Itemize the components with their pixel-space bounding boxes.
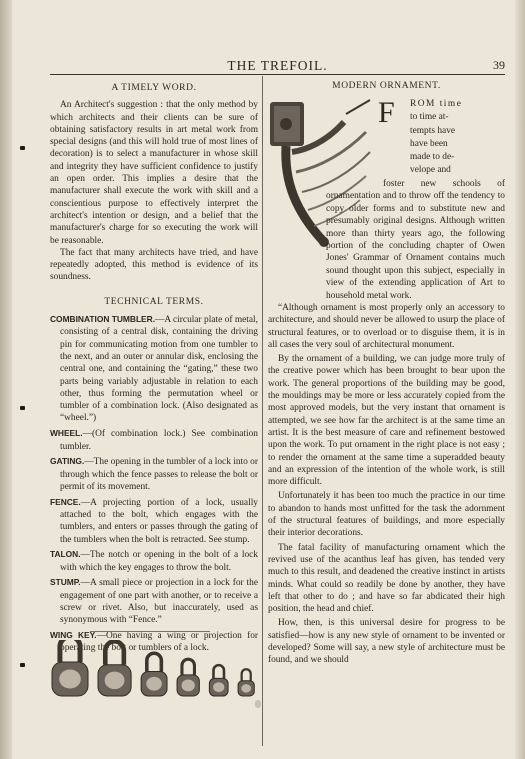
padlock-icon bbox=[238, 669, 254, 696]
padlock-icon bbox=[52, 640, 88, 696]
term-name: WING KEY. bbox=[50, 630, 97, 641]
term-definition bbox=[50, 548, 258, 574]
term-text: —The notch or opening in the bolt of a lock with which the key engages to throw the bolt. bbox=[60, 550, 258, 573]
intro-paragraph: foster new schools of ornamentation and to throw off the tendency to copy older forms and to substitute new and presumably original designs. Although written more than thirty years ago, the following portion of the concluding chapter of Owen Jones' Grammar of Ornament contains much sound thought upon this subject, especially in view of the extending application of Art to household metal work. bbox=[326, 179, 505, 301]
padlock-icon bbox=[141, 653, 167, 696]
padlock-icon bbox=[209, 665, 228, 696]
quote-paragraph: The fatal facility of manufacturing ornament which the revived use of the acanthus leaf has given, has tended very much to this result, and deadened the creative instinct in artists minds. What could so readily be done by another, they have left that other to do ; and have so far abdicated their high position, the head and chief. bbox=[268, 542, 505, 615]
term-text: —A projecting portion of a lock, usually attached to the bolt, which engages with the tumblers, and enters or passes through the gating of the tumblers when the bolt is retracted. See stump. bbox=[60, 497, 258, 545]
term-definition bbox=[50, 313, 258, 425]
punch-hole-icon bbox=[20, 146, 25, 150]
timely-paragraph: An Architect's suggestion : that the only method by which architects and their clients can be sure of obtaining satisfactory results in art metal work from special designs (and this will hold true of most lines of decoration) is to select a manufacturer in whose skill and integrity they have sufficient confidence to justify an open order. This implies a desire that the manufacturer shall execute the work with skill and a conscientious purpose to effectively interpret the architect's intention or design, and a belief that the manufacturer's charge for so executing the work will be reasonable. bbox=[50, 100, 258, 246]
quote-paragraph: “Although ornament is most properly only an accessory to architecture, and should never be allowed to usurp the place of structural features, or to overload or to disguise them, it is in all cases the very soul of architectural monument. bbox=[268, 303, 505, 350]
timely-heading: A TIMELY WORD. bbox=[111, 83, 197, 93]
quote-paragraph: By the ornament of a building, we can judge more truly of the creative power which has been brought to bear upon the work. The general proportions of the building may be good, the mouldings may be more or less accurately copied from the most approved models, but the very instant that ornament is attempted, we see how far the architect is at the same time an artist. It is the best measure of care and refinement bestowed upon the work. To put ornament in the right place is not easy ; to render the ornament at the same time a superadded beauty and an expression of the intention of the whole work, is still more difficult. bbox=[268, 354, 505, 488]
running-header bbox=[50, 58, 505, 74]
term-name: STUMP. bbox=[50, 577, 81, 588]
term-text: —A circular plate of metal, consisting of a central disk, containing the driving pin for communicating motion from one tumbler to the next, and an outer or annular disk, enclosing the central one, and containing the “gating,” these two parts being variably adjustable in relation to each other, thus forming the permutation wheel or tumbler of a combination lock. (Also designated as “wheel.”) bbox=[60, 315, 258, 424]
term-definition bbox=[50, 496, 258, 546]
intro-line: ROM time bbox=[410, 99, 463, 109]
term-definition bbox=[50, 576, 258, 626]
terms-heading: TECHNICAL TERMS. bbox=[104, 296, 204, 307]
term-text: —The opening in the tumbler of a lock into or through which the fence passes to release the bolt or permit of its movement. bbox=[60, 457, 258, 492]
terms-list bbox=[50, 313, 258, 655]
drop-cap: F bbox=[378, 96, 395, 129]
page-edge bbox=[515, 0, 525, 759]
term-name: FENCE. bbox=[50, 496, 81, 507]
term-text: —A small piece or projection in a lock for the engagement of one part with another, or to receive a screw or rivet. Also, but inaccurately, used as synonymous with “Fence.” bbox=[60, 578, 258, 626]
term-definition bbox=[50, 427, 258, 453]
padlocks-illustration bbox=[50, 640, 258, 700]
section-rule bbox=[90, 631, 210, 632]
left-column bbox=[50, 82, 258, 657]
term-name: COMBINATION TUMBLER. bbox=[50, 314, 156, 325]
header-rule bbox=[50, 74, 505, 75]
intro-line: have been bbox=[410, 138, 448, 149]
ink-spot bbox=[255, 700, 261, 708]
term-name: GATING. bbox=[50, 456, 85, 467]
padlock-icon bbox=[177, 659, 199, 696]
term-text: —(Of combination lock.) See combination tumbler. bbox=[60, 429, 258, 452]
page-number: 39 bbox=[493, 58, 505, 72]
ornament-quote bbox=[268, 302, 505, 669]
intro-line: made to de- bbox=[410, 152, 455, 163]
binding-edge bbox=[0, 0, 12, 759]
intro-continued bbox=[326, 178, 505, 302]
column-divider bbox=[262, 76, 263, 746]
journal-title: THE TREFOIL. bbox=[227, 58, 328, 73]
quote-paragraph: Unfortunately it has been too much the practice in our time to abandon to hands most unfitted for the task the adornment of the structural features of buildings, and more especially their interior decorations. bbox=[268, 491, 505, 539]
term-name: TALON. bbox=[50, 549, 81, 560]
term-text: —One having a wing or projection for operating the bolt or tumblers of a lock. bbox=[60, 631, 258, 654]
timely-paragraph: The fact that many architects have tried, and have repeatedly adopted, this method is evidence of its soundness. bbox=[50, 247, 258, 283]
intro-line: velope and bbox=[410, 165, 451, 176]
term-definition bbox=[50, 455, 258, 493]
intro-wrap bbox=[410, 98, 505, 178]
intro-line: tempts have bbox=[410, 125, 456, 136]
quote-paragraph: How, then, is this universal desire for progress to be satisfied—how is any new style of ornament to be invented or developed? Some will say, a new style of architecture must be found, and we should bbox=[268, 618, 505, 666]
punch-hole-icon bbox=[20, 406, 25, 410]
term-name: WHEEL. bbox=[50, 428, 83, 439]
ornament-heading: MODERN ORNAMENT. bbox=[332, 81, 441, 91]
padlock-icon bbox=[98, 641, 131, 696]
punch-hole-icon bbox=[20, 663, 25, 667]
intro-line: to time at- bbox=[410, 112, 449, 123]
